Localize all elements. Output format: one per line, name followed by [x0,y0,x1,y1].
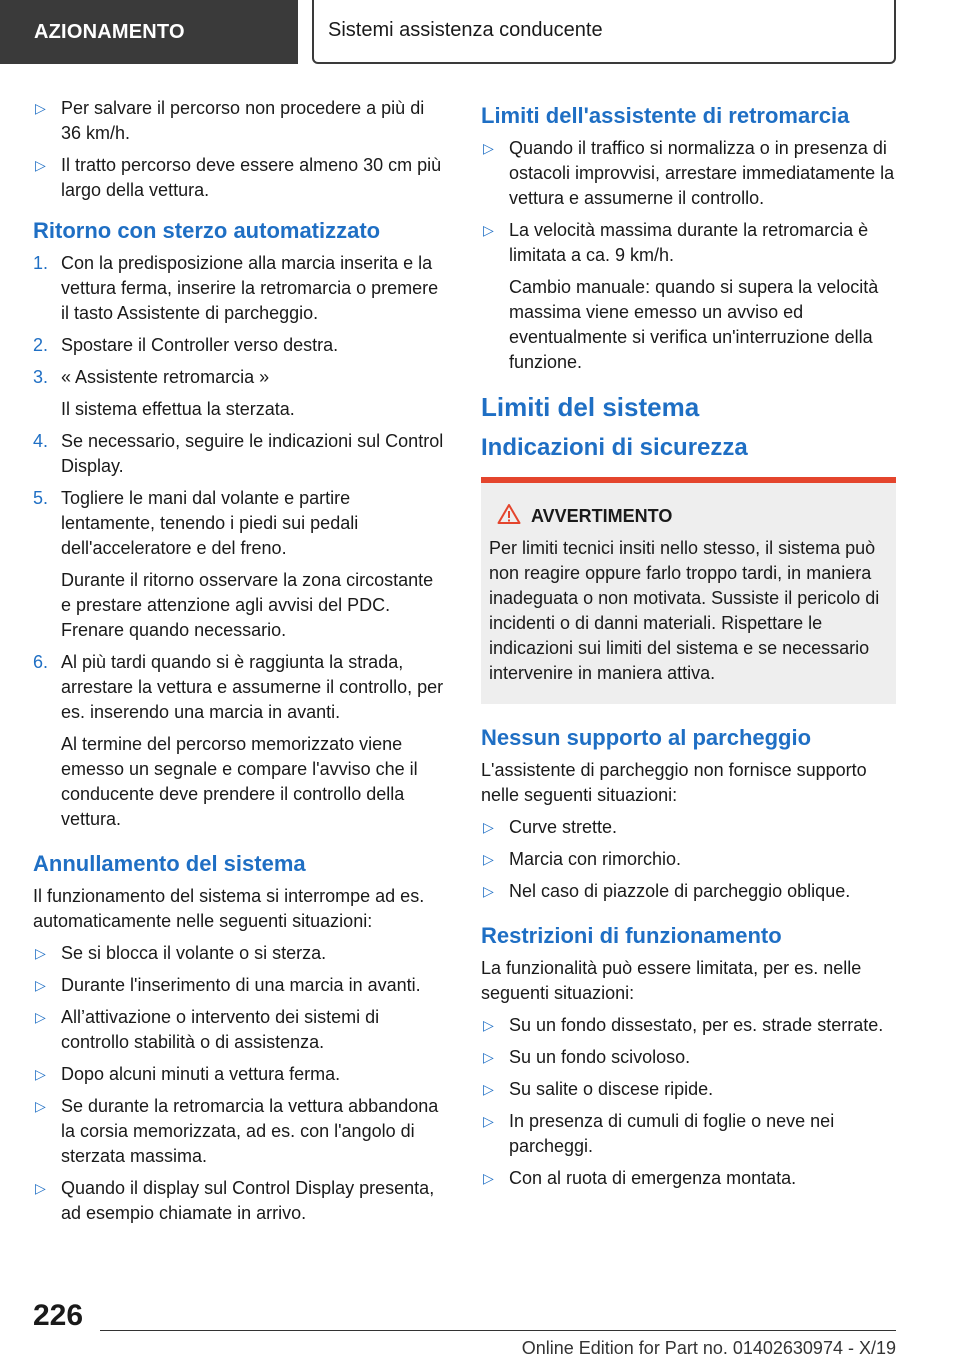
list-item: ▷ Durante l'inserimento di una marcia in avanti. [33,973,448,998]
list-item: ▷ Con al ruota di emergenza montata. [481,1166,896,1191]
step-item: 3. « Assistente retromarcia » [33,367,270,387]
section-heading: Limiti dell'assistente di retromarcia [481,103,850,128]
list-item-continuation: Cambio manuale: quando si supera la velocità massima viene emesso un avviso ed eventualmente si verifica un'interruzione della funzione. [509,277,879,372]
warning-text: Per limiti tecnici insiti nello stesso, il sistema può non reagire oppure farlo troppo tardi, in maniera inadeguata o non motivata. Sussiste il pericolo di incidenti o di danni materiali. Rispettare le indicazioni sui limiti del sistema e se necessario intervenire in maniera attiva. [489,538,880,683]
chapter-heading: Limiti del sistema [481,392,700,422]
list-item: ▷ Su un fondo scivoloso. [481,1045,896,1070]
list-item: ▷ Marcia con rimorchio. [481,847,896,872]
triangle-bullet-icon: ▷ [35,1009,46,1025]
triangle-bullet-icon: ▷ [483,222,494,238]
triangle-bullet-icon: ▷ [483,1049,494,1065]
triangle-bullet-icon: ▷ [483,1113,494,1129]
list-item: ▷ In presenza di cumuli di foglie o neve nei parcheggi. [483,1111,835,1156]
triangle-bullet-icon: ▷ [483,140,494,156]
step-continuation: Al termine del percorso memorizzato viene emesso un segnale e compare l'avviso che il conducente deve prendere il controllo della vettura. [61,734,418,829]
list-item: ▷ Quando il traffico si normalizza o in presenza di ostacoli improvvisi, arrestare immediatamente la vettura e assumerne il controllo. [483,138,895,208]
right-column [481,96,896,1198]
warning-triangle-icon [497,503,521,525]
triangle-bullet-icon: ▷ [35,100,46,116]
footer-edition: Online Edition for Part no. 01402630974 - X/19 [521,1338,896,1358]
step-item: 6. Al più tardi quando si è raggiunta la strada, arrestare la vettura e assumerne il controllo, per es. inserendo una marcia in avanti. [33,652,444,722]
triangle-bullet-icon: ▷ [483,1017,494,1033]
subchapter-heading: Indicazioni di sicurezza [481,434,748,461]
list-item: ▷ Se si blocca il volante o si sterza. [33,941,448,966]
triangle-bullet-icon: ▷ [483,851,494,867]
list-item: ▷ Curve strette. [481,815,896,840]
list-item: ▷ Quando il display sul Control Display presenta, ad esempio chiamate in arrivo. [35,1178,435,1223]
chapter-tab: Sistemi assistenza conducente [312,0,896,64]
step-item: 5. Togliere le mani dal volante e partire lentamente, tenendo i piedi sui pedali dell'acceleratore e del freno. [33,488,359,558]
triangle-bullet-icon: ▷ [35,1180,46,1196]
triangle-bullet-icon: ▷ [35,1098,46,1114]
list-item: ▷ Se durante la retromarcia la vettura abbandona la corsia memorizzata, ad es. con l'angolo di sterzata massima. [35,1096,439,1166]
triangle-bullet-icon: ▷ [483,819,494,835]
section-heading: Ritorno con sterzo automatizzato [33,218,381,243]
triangle-bullet-icon: ▷ [35,945,46,961]
step-item: 2. Spostare il Controller verso destra. [33,335,339,355]
section-heading: Nessun supporto al parcheggio [481,725,812,750]
step-item: 1. Con la predisposizione alla marcia inserita e la vettura ferma, inserire la retromarcia o premere il tasto Assistente di parcheggio. [33,253,439,323]
section-tab: AZIONAMENTO [0,0,298,64]
step-item: 4. Se necessario, seguire le indicazioni sul Control Display. [33,431,444,476]
list-item: ▷ Nel caso di piazzole di parcheggio oblique. [481,879,896,904]
triangle-bullet-icon: ▷ [35,977,46,993]
list-item: ▷ Per salvare il percorso non procedere a più di 36 km/h. [35,98,425,143]
list-item: ▷ Il tratto percorso deve essere almeno 30 cm più largo della vettura. [35,155,442,200]
paragraph: L'assistente di parcheggio non fornisce supporto nelle seguenti situazioni: [481,760,867,805]
warning-box [481,477,896,704]
paragraph: Il funzionamento del sistema si interrompe ad es. automaticamente nelle seguenti situazioni: [33,886,425,931]
left-column [33,96,448,1233]
triangle-bullet-icon: ▷ [483,1170,494,1186]
list-item: ▷ Su salite o discese ripide. [481,1077,896,1102]
page-header [0,0,960,68]
triangle-bullet-icon: ▷ [35,1066,46,1082]
warning-title: AVVERTIMENTO [489,503,888,528]
list-item: ▷ All’attivazione o intervento dei sistemi di controllo stabilità o di assistenza. [35,1007,380,1052]
section-heading: Restrizioni di funzionamento [481,923,782,948]
step-continuation: Il sistema effettua la sterzata. [61,399,295,419]
list-item: ▷ La velocità massima durante la retromarcia è limitata a ca. 9 km/h. [483,220,869,265]
list-item: ▷ Dopo alcuni minuti a vettura ferma. [33,1062,448,1087]
triangle-bullet-icon: ▷ [483,883,494,899]
footer-divider [100,1330,896,1331]
page-number: 226 [33,1299,84,1332]
list-item: ▷ Su un fondo dissestato, per es. strade sterrate. [481,1013,896,1038]
triangle-bullet-icon: ▷ [35,157,46,173]
paragraph: La funzionalità può essere limitata, per es. nelle seguenti situazioni: [481,958,862,1003]
triangle-bullet-icon: ▷ [483,1081,494,1097]
section-heading: Annullamento del sistema [33,851,306,876]
step-continuation: Durante il ritorno osservare la zona circostante e prestare attenzione agli avvisi del PDC. Frenare quando necessario. [61,570,434,640]
